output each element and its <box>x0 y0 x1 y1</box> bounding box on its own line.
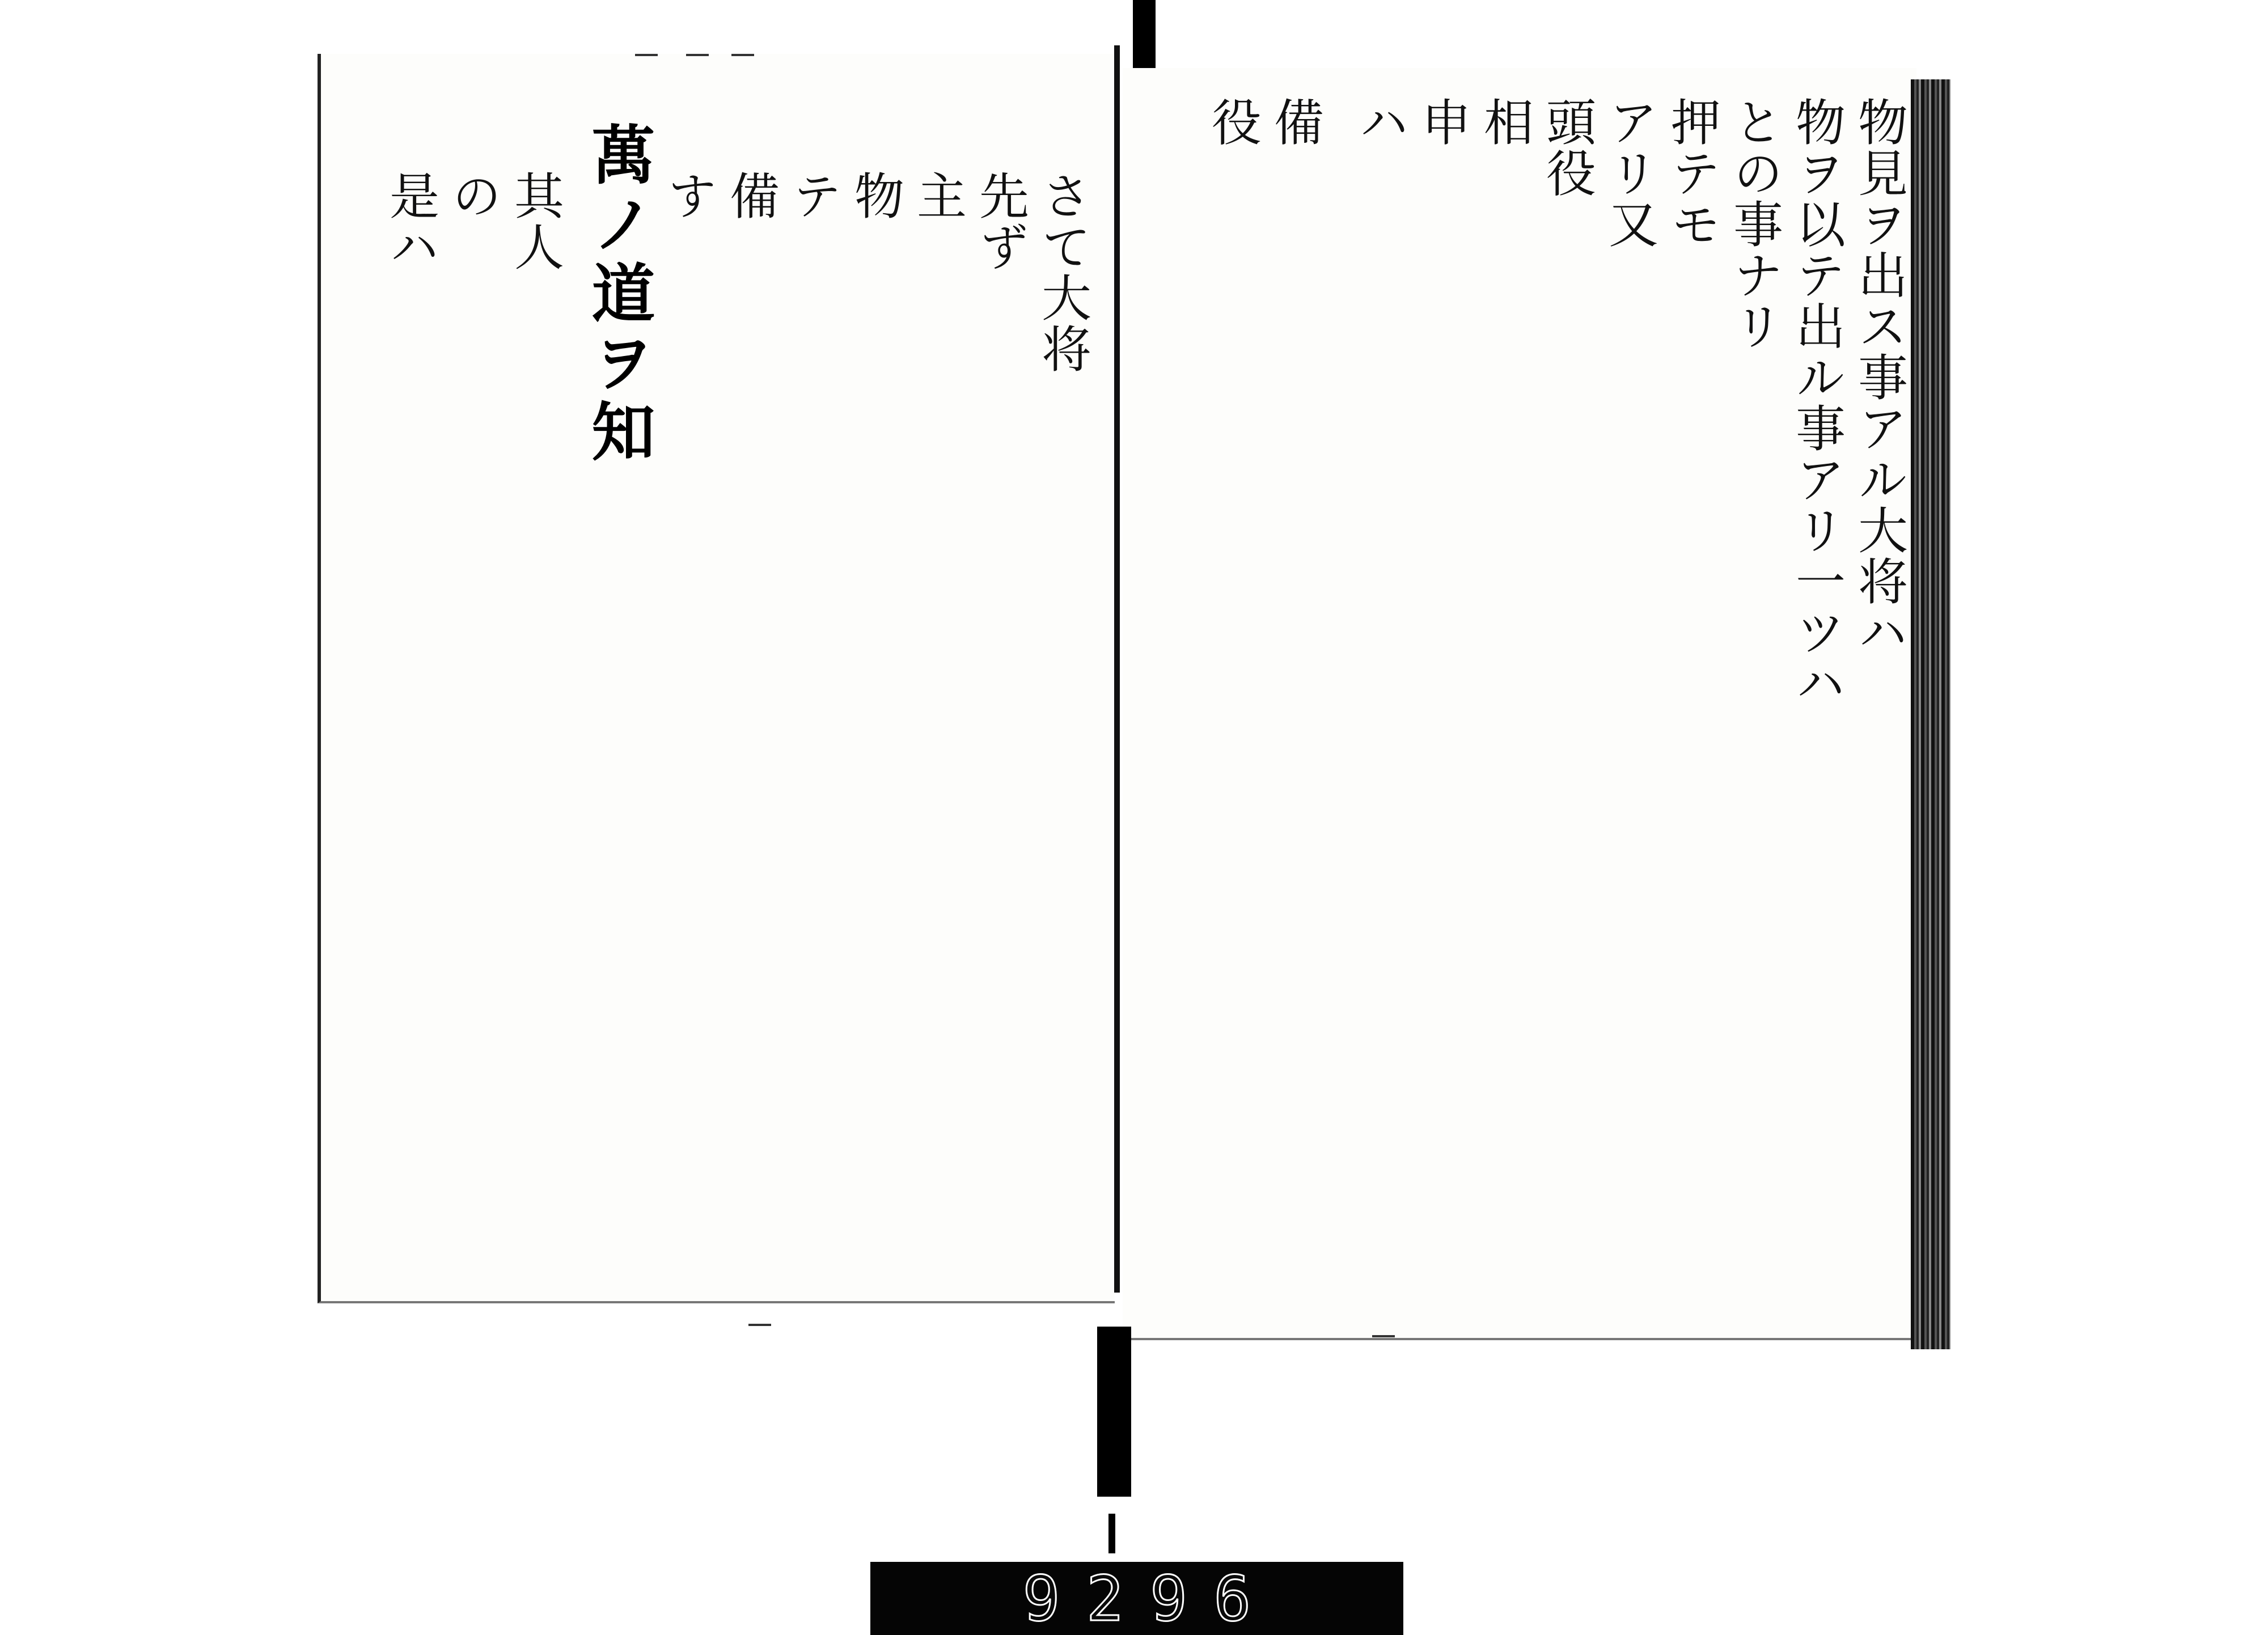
right-page-line-5: アリ又 <box>1601 96 1659 249</box>
scan-speck <box>635 54 658 56</box>
scan-speck <box>686 54 709 56</box>
scan-speck <box>1372 1335 1395 1337</box>
gutter-tick-mark <box>1108 1514 1115 1553</box>
left-page-line-6: 備 <box>722 170 780 221</box>
right-page-line-10: 備 <box>1266 96 1325 147</box>
left-page-line-9: の <box>444 170 502 221</box>
left-page-line-2: 先ず <box>971 170 1030 272</box>
scan-speck <box>731 54 754 56</box>
right-page-line-9: ハ <box>1351 96 1410 147</box>
left-page-line-10: 是ハ <box>382 170 440 272</box>
left-page-line-3: 主 <box>909 170 967 221</box>
right-page-line-2: 物ヲ以テ出ル事アリ一ツハ <box>1788 96 1846 709</box>
book-gutter-line <box>1114 45 1120 1293</box>
right-page-line-8: 申 <box>1414 96 1472 147</box>
left-page-line-1: さて大将 <box>1034 170 1092 374</box>
left-page-line-4: 物 <box>847 170 905 221</box>
right-page-line-7: 相 <box>1476 96 1534 147</box>
frame-digit: 9 <box>1150 1562 1188 1635</box>
left-page-line-5: テ <box>784 170 843 221</box>
book-fore-edge <box>1911 79 1950 1349</box>
scan-speck <box>748 1324 771 1326</box>
right-page-line-1: 物見ヲ出ス事アル大将ハ <box>1850 96 1909 658</box>
frame-digit: 6 <box>1213 1562 1251 1635</box>
left-page-line-7: す <box>659 170 718 221</box>
frame-digit: 2 <box>1086 1562 1124 1635</box>
section-heading: 萬ノ道ヲ知 <box>581 122 655 468</box>
gutter-bottom-mark <box>1097 1327 1131 1497</box>
right-page-line-6: 頭役 <box>1538 96 1597 198</box>
right-page-line-3: との事ナリ <box>1725 96 1784 351</box>
frame-number-plate <box>870 1562 1403 1635</box>
frame-digit: 9 <box>1022 1562 1060 1635</box>
right-page-line-4: 押テモ <box>1663 96 1721 249</box>
left-page-line-8: 其人 <box>506 170 565 272</box>
gutter-top-mark <box>1133 0 1156 68</box>
right-page-line-11: 役 <box>1204 96 1262 147</box>
